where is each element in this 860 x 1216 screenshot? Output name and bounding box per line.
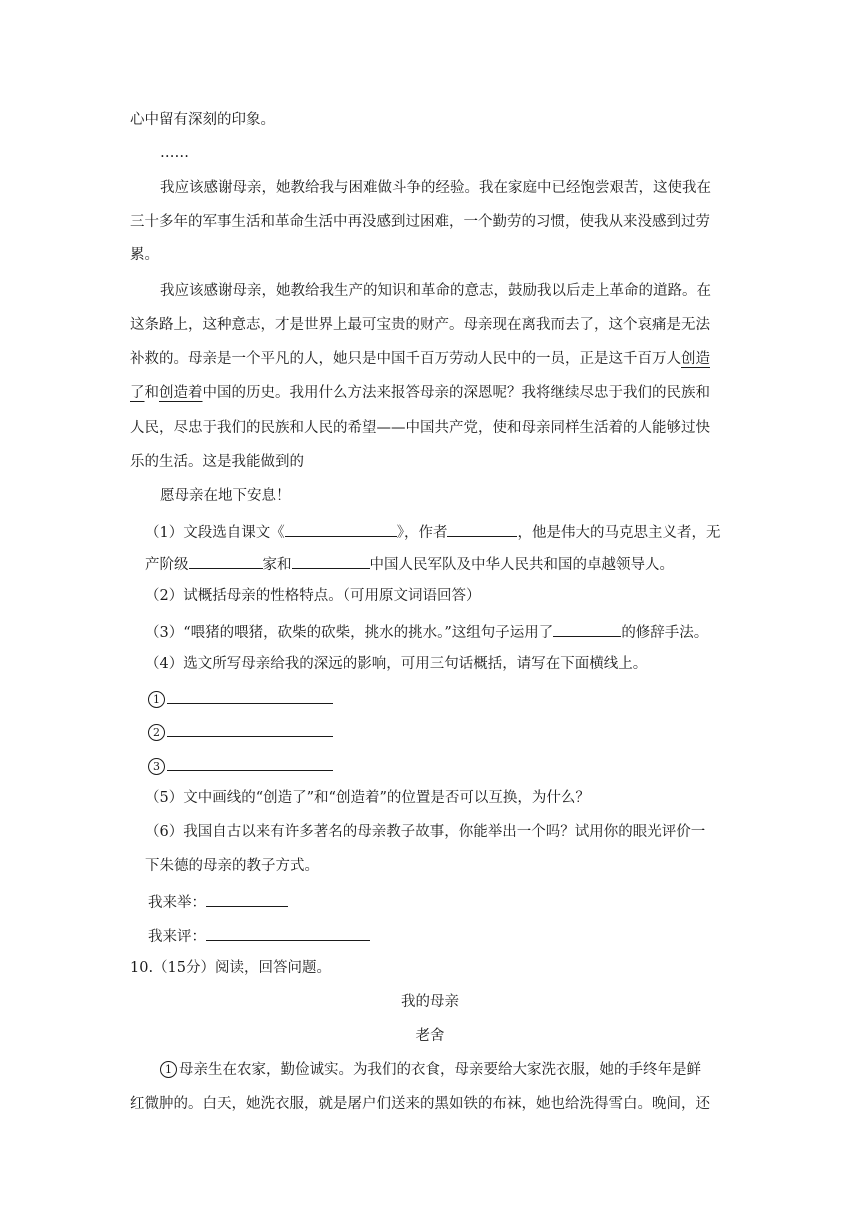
question-text: 》，作者 — [396, 525, 448, 541]
passage-line: 乐的生活。这是我能做到的 — [130, 454, 304, 470]
give-example-line — [148, 890, 288, 913]
question-1 — [145, 520, 720, 543]
answer-blank[interactable] — [285, 520, 397, 537]
passage-text: 和 — [144, 385, 159, 401]
paragraph-number: 1 — [160, 1061, 177, 1078]
answer-line-1 — [148, 687, 333, 710]
question-10-header: 10.（15分）阅读，回答问题。 — [130, 960, 332, 976]
passage-line — [130, 349, 710, 369]
question-text: 产阶级 — [145, 557, 189, 573]
passage-text: 中国的历史。我用什么方法来报答母亲的深恩呢？我将继续尽忠于我们的民族和 — [202, 385, 710, 401]
article-line: 红微肿的。白天，她洗衣服，就是屠户们送来的黑如铁的布袜，她也给洗得雪白。晚间，还 — [130, 1096, 710, 1112]
question-text: 的修辞手法。 — [621, 625, 709, 641]
passage-line: 人民，尽忠于我们的民族和人民的希望——中国共产党，使和母亲同样生活着的人能够过快 — [130, 420, 710, 436]
passage-text: 补救的。母亲是一个平凡的人，她只是中国千百万劳动人民中的一员，正是这千百万人 — [130, 351, 681, 367]
answer-blank[interactable] — [167, 687, 333, 704]
question-1-cont — [145, 552, 674, 575]
answer-blank[interactable] — [167, 754, 333, 771]
passage-line — [130, 383, 710, 403]
article-line — [160, 1060, 701, 1080]
underlined-word-created-suffix: 了 — [130, 385, 145, 401]
question-text: （1）文段选自课文《 — [145, 525, 285, 541]
passage-line: 三十多年的军事生活和革命生活中再没感到过困难，一个勤劳的习惯，使我从来没感到过劳 — [130, 214, 710, 230]
article-author: 老舍 — [415, 1028, 445, 1044]
answer-blank[interactable] — [167, 720, 333, 737]
ellipsis: …… — [160, 145, 189, 161]
question-6: （6）我国自古以来有许多著名的母亲教子故事，你能举出一个吗？试用你的眼光评价一 — [145, 824, 706, 840]
answer-line-3 — [148, 754, 333, 777]
article-text: 母亲生在农家，勤俭诚实。为我们的衣食，母亲要给大家洗衣服，她的手终年是鲜 — [179, 1062, 701, 1078]
answer-line-2 — [148, 720, 333, 743]
evaluate-line — [148, 924, 370, 947]
answer-blank[interactable] — [447, 520, 517, 537]
question-text: 我来举： — [148, 895, 206, 911]
passage-line: 我应该感谢母亲，她教给我生产的知识和革命的意志，鼓励我以后走上革命的道路。在 — [160, 283, 711, 299]
question-5: （5）文中画线的“创造了”和“创造着”的位置是否可以互换，为什么？ — [145, 790, 590, 806]
answer-blank[interactable] — [206, 890, 288, 907]
question-2: （2）试概括母亲的性格特点。（可用原文词语回答） — [145, 588, 481, 604]
question-4: （4）选文所写母亲给我的深远的影响，可用三句话概括，请写在下面横线上。 — [145, 656, 648, 672]
passage-line: 愿母亲在地下安息！ — [160, 488, 291, 504]
underlined-word-created: 创造 — [681, 351, 710, 367]
underlined-word-creating: 创造着 — [159, 385, 203, 401]
passage-line: 我应该感谢母亲，她教给我与困难做斗争的经验。我在家庭中已经饱尝艰苦，这使我在 — [160, 180, 711, 196]
passage-line: 这条路上，这种意志，才是世界上最可宝贵的财产。母亲现在离我而去了，这个哀痛是无法 — [130, 317, 710, 333]
question-text: 我来评： — [148, 929, 206, 945]
answer-blank[interactable] — [553, 620, 621, 637]
answer-blank[interactable] — [189, 552, 263, 569]
passage-line: 累。 — [130, 247, 159, 263]
question-text: ，他是伟大的马克思主义者，无 — [517, 525, 721, 541]
question-text: 中国人民军队及中华人民共和国的卓越领导人。 — [369, 557, 674, 573]
circled-number: 2 — [148, 724, 165, 741]
circled-number: 3 — [148, 758, 165, 775]
question-6-cont: 下朱德的母亲的教子方式。 — [145, 858, 319, 874]
article-title: 我的母亲 — [401, 994, 459, 1010]
question-text: （3）“喂猪的喂猪，砍柴的砍柴，挑水的挑水。”这组句子运用了 — [145, 625, 554, 641]
answer-blank[interactable] — [206, 924, 370, 941]
circled-number: 1 — [148, 691, 165, 708]
passage-line: 心中留有深刻的印象。 — [130, 112, 275, 128]
question-3 — [145, 620, 708, 643]
question-text: 家和 — [262, 557, 292, 573]
answer-blank[interactable] — [292, 552, 370, 569]
